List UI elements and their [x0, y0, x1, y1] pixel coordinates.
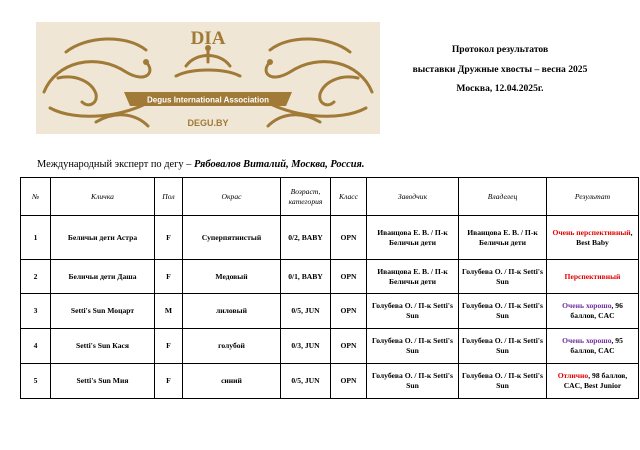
expert-prefix: Международный эксперт по дегу –	[37, 159, 194, 170]
cell-color: Суперпятнистый	[183, 216, 281, 260]
result-mark: Отлично	[557, 371, 589, 380]
cell-class: OPN	[331, 294, 367, 329]
result-mark: Очень хорошо	[562, 336, 612, 345]
logo-subtitle: Degus International Association	[147, 95, 269, 105]
header-nick: Кличка	[51, 178, 155, 216]
document-header	[385, 40, 615, 99]
cell-sex: F	[155, 364, 183, 399]
cell-owner: Иванцова Е. В. / П-к Беличьи дети	[459, 216, 547, 260]
cell-sex: F	[155, 260, 183, 294]
header-line-3: Москва, 12.04.2025г.	[456, 83, 544, 94]
cell-breeder: Иванцова Е. В. / П-к Беличьи дети	[367, 216, 459, 260]
header-line-2: выставки Дружные хвосты – весна 2025	[412, 63, 588, 75]
cell-sex: F	[155, 329, 183, 364]
cell-breeder: Голубева О. / П-к Setti's Sun	[367, 329, 459, 364]
logo-title: DIA	[190, 28, 226, 49]
result-rest: , Best Baby	[576, 227, 633, 247]
expert-name: Рябовалов Виталий, Москва, Россия.	[193, 159, 365, 170]
result-rest: , 96 баллов, CAC	[570, 301, 623, 320]
cell-class: OPN	[331, 364, 367, 399]
cell-result	[547, 216, 639, 260]
cell-class: OPN	[331, 216, 367, 260]
cell-nick: Setti's Sun Кася	[51, 329, 155, 364]
cell-sex: F	[155, 216, 183, 260]
cell-owner: Голубева О. / П-к Setti's Sun	[459, 294, 547, 329]
result-mark: Очень перспективный	[552, 227, 631, 237]
header-breeder: Заводчик	[367, 178, 459, 216]
logo-site: DEGU.BY	[187, 118, 229, 128]
cell-breeder: Иванцова Е. В. / П-к Беличьи дети	[367, 260, 459, 294]
cell-result	[547, 294, 639, 329]
header-age: Возраст, категория	[281, 178, 331, 216]
cell-color: Медовый	[183, 260, 281, 294]
table-row	[21, 329, 639, 364]
cell-result	[547, 364, 639, 399]
result-mark: Очень хорошо	[562, 301, 612, 310]
header-sex: Пол	[155, 178, 183, 216]
cell-class: OPN	[331, 260, 367, 294]
cell-result	[547, 260, 639, 294]
cell-nick: Беличьи дети Даша	[51, 260, 155, 294]
cell-owner: Голубева О. / П-к Setti's Sun	[459, 364, 547, 399]
expert-line	[37, 159, 365, 170]
header-line-1: Протокол результатов	[451, 44, 549, 55]
cell-num: 3	[21, 294, 51, 329]
cell-owner: Голубева О. / П-к Setti's Sun	[459, 329, 547, 364]
cell-color: синий	[183, 364, 281, 399]
cell-color: лиловый	[183, 294, 281, 329]
cell-num: 2	[21, 260, 51, 294]
header-owner: Владелец	[459, 178, 547, 216]
cell-age: 0/5, JUN	[281, 364, 331, 399]
cell-num: 1	[21, 216, 51, 260]
cell-class: OPN	[331, 329, 367, 364]
result-rest: , 98 баллов, CAC, Best Junior	[563, 371, 628, 390]
cell-age: 0/1, BABY	[281, 260, 331, 294]
header-color: Окрас	[183, 178, 281, 216]
result-rest: , 95 баллов, CAC	[570, 336, 623, 355]
cell-age: 0/5, JUN	[281, 294, 331, 329]
header-num: №	[21, 178, 51, 216]
cell-owner: Голубева О. / П-к Setti's Sun	[459, 260, 547, 294]
result-mark: Перспективный	[564, 271, 621, 281]
dia-logo	[36, 22, 380, 134]
table-row	[21, 294, 639, 329]
cell-nick: Беличьи дети Астра	[51, 216, 155, 260]
cell-nick: Setti's Sun Моцарт	[51, 294, 155, 329]
table-row	[21, 364, 639, 399]
cell-nick: Setti's Sun Мия	[51, 364, 155, 399]
results-table	[20, 177, 639, 399]
cell-breeder: Голубева О. / П-к Setti's Sun	[367, 294, 459, 329]
cell-breeder: Голубева О. / П-к Setti's Sun	[367, 364, 459, 399]
cell-num: 4	[21, 329, 51, 364]
cell-result	[547, 329, 639, 364]
header-class: Класс	[331, 178, 367, 216]
cell-age: 0/2, BABY	[281, 216, 331, 260]
cell-sex: M	[155, 294, 183, 329]
table-row	[21, 216, 639, 260]
cell-color: голубой	[183, 329, 281, 364]
cell-num: 5	[21, 364, 51, 399]
table-row	[21, 260, 639, 294]
table-header-row	[21, 178, 639, 216]
header-result: Результат	[547, 178, 639, 216]
cell-age: 0/3, JUN	[281, 329, 331, 364]
